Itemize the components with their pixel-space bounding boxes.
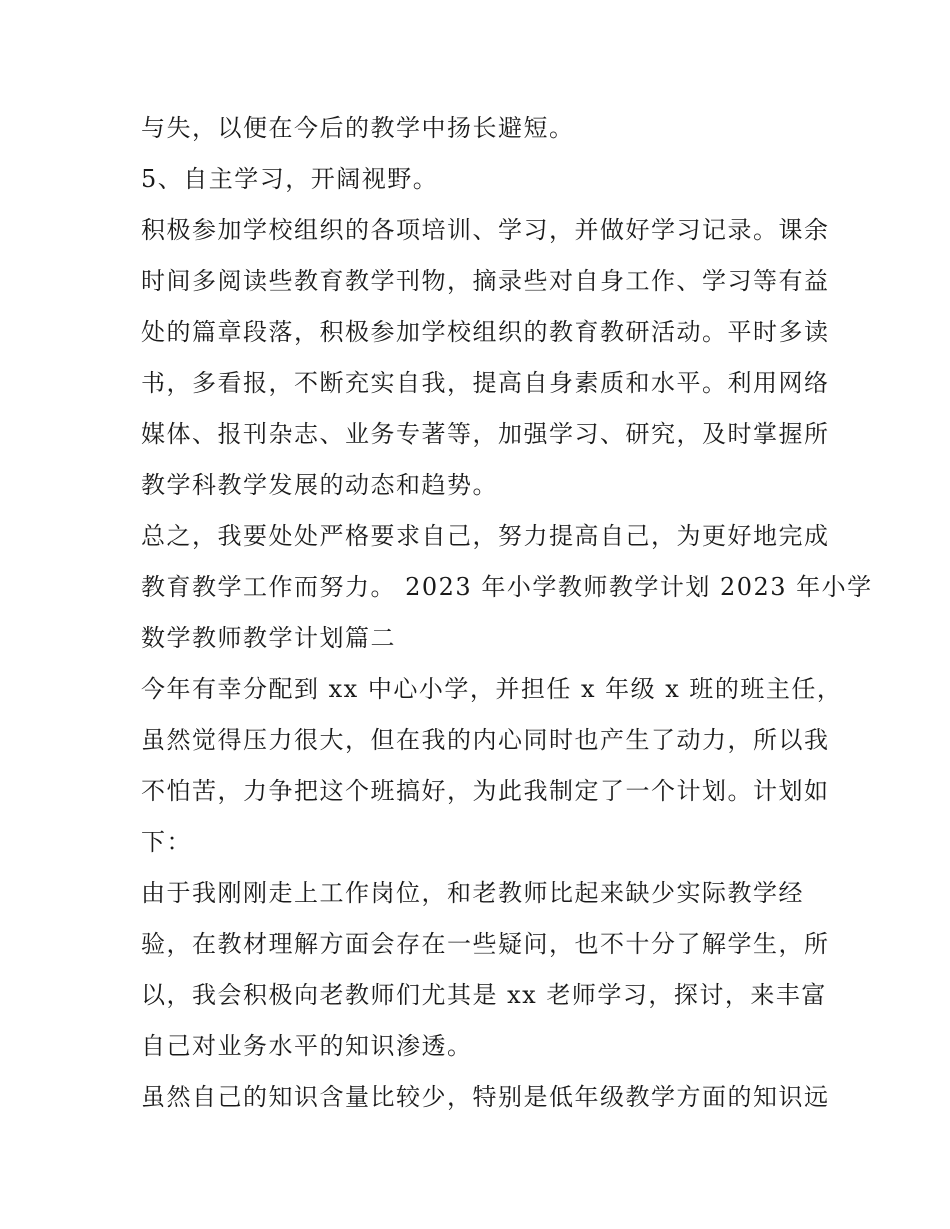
text-line: 时间多阅读些教育教学刊物，摘录些对自身工作、学习等有益 — [141, 267, 830, 295]
text-line: 不怕苦，力争把这个班搞好，为此我制定了一个计划。计划如 — [141, 777, 830, 805]
text-line: 教育教学工作而努力。 2023 年小学教师教学计划 2023 年小学 — [141, 573, 873, 601]
text-line: 由于我刚刚走上工作岗位，和老教师比起来缺少实际教学经 — [141, 879, 804, 907]
text-line: 5、自主学习，开阔视野。 — [141, 165, 439, 193]
text-line: 总之，我要处处严格要求自己，努力提高自己，为更好地完成 — [141, 522, 830, 550]
text-line: 以，我会积极向老教师们尤其是 xx 老师学习，探讨，来丰富 — [141, 981, 827, 1009]
text-line: 虽然觉得压力很大，但在我的内心同时也产生了动力，所以我 — [141, 726, 830, 754]
text-line: 虽然自己的知识含量比较少，特别是低年级教学方面的知识远 — [141, 1083, 830, 1111]
text-line: 自己对业务水平的知识渗透。 — [141, 1032, 473, 1060]
text-line: 处的篇章段落，积极参加学校组织的教育教研活动。平时多读 — [141, 318, 830, 346]
text-line: 教学科教学发展的动态和趋势。 — [141, 471, 498, 499]
text-line: 验，在教材理解方面会存在一些疑问，也不十分了解学生，所 — [141, 930, 830, 958]
text-line: 书，多看报，不断充实自我，提高自身素质和水平。利用网络 — [141, 369, 830, 397]
text-line: 数学教师教学计划篇二 — [141, 624, 396, 652]
text-line: 下： — [141, 828, 192, 856]
document-body — [141, 103, 873, 1123]
text-line: 媒体、报刊杂志、业务专著等，加强学习、研究，及时掌握所 — [141, 420, 830, 448]
text-line: 今年有幸分配到 xx 中心小学，并担任 x 年级 x 班的班主任， — [141, 675, 843, 703]
text-line: 与失，以便在今后的教学中扬长避短。 — [141, 114, 575, 142]
text-line: 积极参加学校组织的各项培训、学习，并做好学习记录。课余 — [141, 216, 830, 244]
